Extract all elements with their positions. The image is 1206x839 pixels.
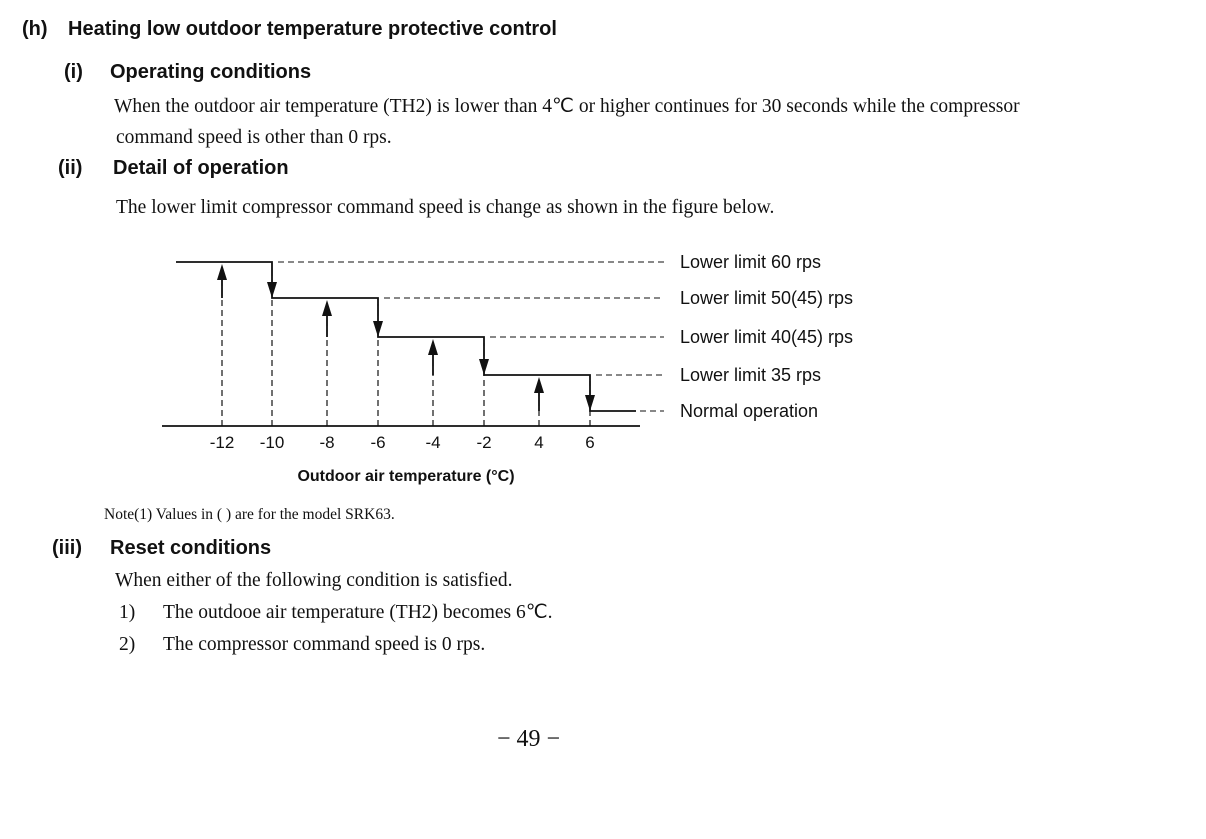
up-arrow <box>217 264 227 280</box>
list-item-text: The outdooe air temperature (TH2) becomes 6℃. <box>163 602 553 623</box>
up-arrow <box>534 377 544 393</box>
list-item-number: 1) <box>119 602 136 623</box>
x-tick-label: 4 <box>534 433 544 452</box>
up-arrow <box>428 339 438 355</box>
level-label: Lower limit 60 rps <box>680 252 822 272</box>
x-tick-label: 6 <box>585 433 595 452</box>
reset-conditions-title: Reset conditions <box>110 537 272 559</box>
x-tick-label: -10 <box>259 433 285 452</box>
footnote: Note(1) Values in ( ) are for the model SRK63. <box>104 506 395 523</box>
x-tick-label: -6 <box>370 433 386 452</box>
up-arrow <box>322 300 332 316</box>
list-item-text: The compressor command speed is 0 rps. <box>163 634 486 655</box>
detail-of-operation-text: The lower limit compressor command speed is change as shown in the figure below. <box>116 197 775 218</box>
section-title: Heating low outdoor temperature protective control <box>68 18 557 40</box>
reset-conditions-intro: When either of the following condition is satisfied. <box>115 570 513 591</box>
chart-marks <box>162 252 853 452</box>
level-label: Normal operation <box>680 401 819 421</box>
section-number: (h) <box>22 18 48 40</box>
x-axis-label: Outdoor air temperature (°C) <box>297 468 515 485</box>
operating-conditions-line-2: command speed is other than 0 rps. <box>116 127 392 148</box>
x-tick-label: -2 <box>476 433 492 452</box>
operating-conditions-number: (i) <box>64 61 83 83</box>
operating-conditions-line-1: When the outdoor air temperature (TH2) is lower than 4℃ or higher continues for 30 seconds while the compressor <box>114 96 1020 117</box>
level-label: Lower limit 35 rps <box>680 365 822 385</box>
x-tick-label: -4 <box>425 433 441 452</box>
down-arrow <box>585 395 595 411</box>
page-number: − 49 − <box>497 726 561 752</box>
operating-conditions-title: Operating conditions <box>110 61 312 83</box>
level-label: Lower limit 50(45) rps <box>680 288 854 308</box>
x-tick-label: -8 <box>319 433 335 452</box>
step-line <box>176 262 636 411</box>
reset-condition-item-2 <box>119 629 485 660</box>
list-item-number: 2) <box>119 634 136 655</box>
reset-conditions-heading <box>52 537 271 560</box>
x-tick-label: -12 <box>209 433 235 452</box>
down-arrow <box>373 321 383 337</box>
reset-condition-item-1 <box>119 597 553 628</box>
detail-of-operation-title: Detail of operation <box>113 157 289 179</box>
down-arrow <box>479 359 489 375</box>
level-label: Lower limit 40(45) rps <box>680 327 854 347</box>
detail-of-operation-number: (ii) <box>58 157 83 179</box>
reset-conditions-number: (iii) <box>52 537 82 559</box>
down-arrow <box>267 282 277 298</box>
